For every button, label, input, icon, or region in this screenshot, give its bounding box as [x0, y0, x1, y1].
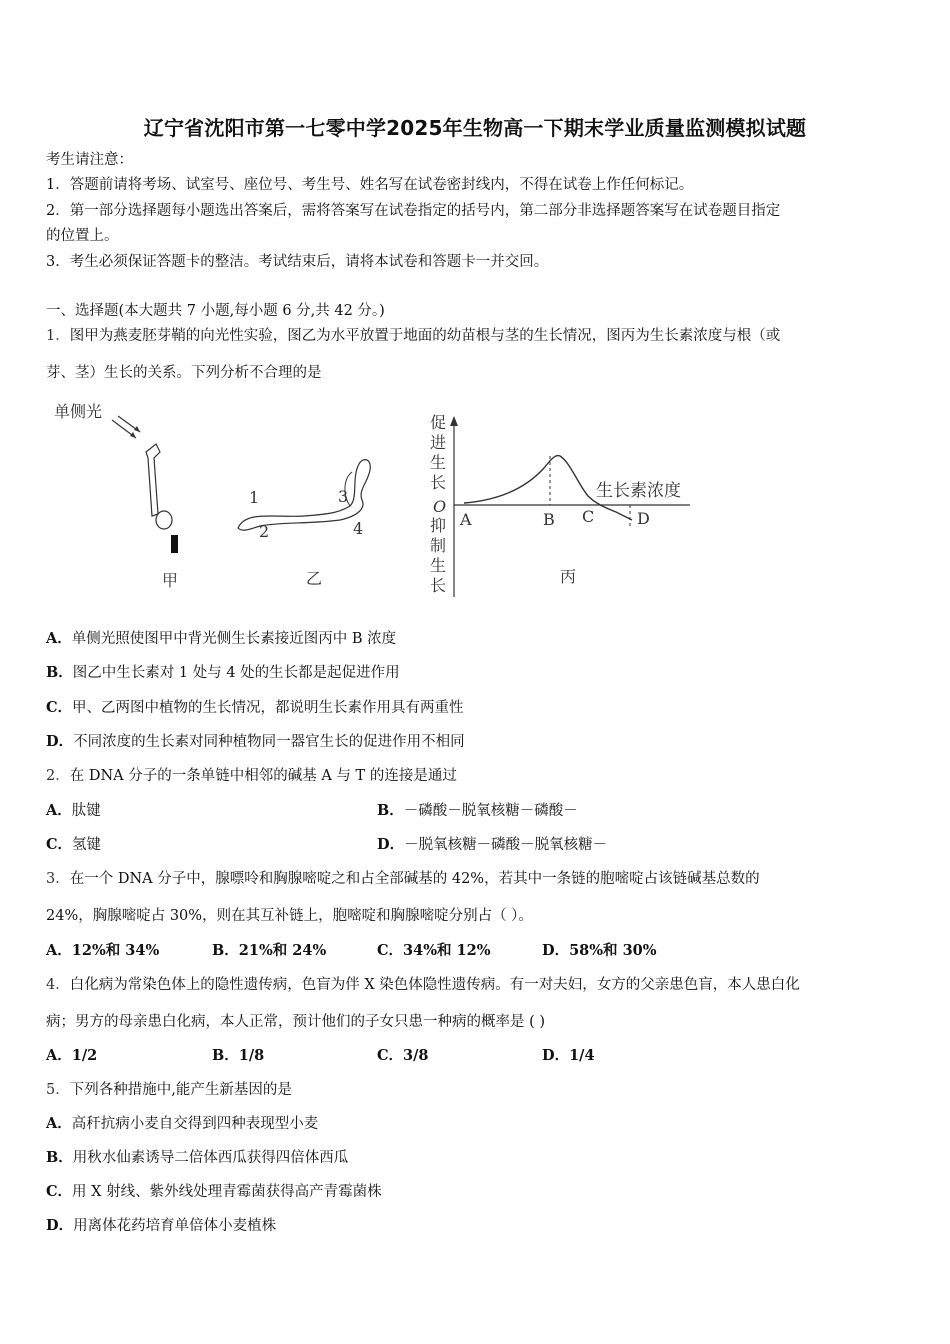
q2-option-b-text: －磷酸－脱氧核糖－磷酸－	[403, 803, 578, 819]
x-axis-label: 生长素浓度	[596, 481, 681, 501]
q3-option-a[interactable]	[46, 941, 159, 961]
q5-option-a[interactable]	[46, 1114, 318, 1134]
q4-option-b[interactable]	[212, 1046, 264, 1066]
bing-label: 丙	[560, 567, 577, 586]
q5-option-c[interactable]	[46, 1182, 382, 1202]
q5-option-d-text: 用离体花药培育单倍体小麦植株	[73, 1218, 277, 1234]
q1-number: 1．	[46, 328, 70, 344]
q1-option-c-key: C．	[46, 699, 73, 716]
q5-option-c-key: C．	[46, 1183, 73, 1200]
q1-option-d-key: D．	[46, 733, 74, 750]
section-heading: 一、选择题(本大题共 7 小题,每小题 6 分,共 42 分。)	[46, 303, 385, 319]
q4-option-a-key: A．	[46, 1047, 72, 1064]
x-point-b: B	[543, 510, 555, 529]
yi-point-2: 2	[259, 522, 270, 541]
yi-label: 乙	[306, 569, 323, 588]
q1-line2: 芽、茎）生长的关系。下列分析不合理的是	[46, 365, 322, 381]
figure-jia	[54, 402, 178, 590]
q3-option-c[interactable]	[377, 941, 491, 961]
origin-label: O	[433, 497, 447, 516]
q3-option-c-key: C．	[377, 942, 404, 959]
q3-option-a-text: 12%和 34%	[71, 942, 160, 959]
y-label-inhibit-4: 长	[430, 576, 447, 595]
y-label-promote-4: 长	[430, 473, 447, 492]
q2-option-b[interactable]	[377, 801, 578, 821]
q2-text: 在 DNA 分子的一条单链中相邻的碱基 A 与 T 的连接是通过	[69, 768, 457, 784]
y-label-promote-1: 促	[430, 413, 447, 432]
notice-item-2: 2．第一部分选择题每小题选出答案后，需将答案写在试卷指定的括号内，第二部分非选择题答案写在试卷题目指定	[46, 203, 781, 219]
x-point-d: D	[637, 509, 650, 528]
q3-option-b-key: B．	[212, 942, 239, 959]
q1-option-b[interactable]	[46, 663, 400, 683]
light-arrowhead-2	[134, 426, 140, 432]
q2-option-c[interactable]	[46, 835, 101, 855]
q1-figure	[40, 392, 720, 602]
q1-option-a-text: 单侧光照使图甲中背光侧生长素接近图丙中 B 浓度	[71, 631, 397, 647]
figure-bing	[430, 413, 690, 597]
notice-item-3: 3．考生必须保证答题卡的整洁。考试结束后，请将本试卷和答题卡一并交回。	[46, 254, 549, 270]
x-point-c: C	[582, 507, 595, 526]
q5-option-b[interactable]	[46, 1148, 348, 1168]
q4-option-c[interactable]	[377, 1046, 429, 1066]
q3-option-c-text: 34%和 12%	[403, 942, 491, 959]
q4-option-b-key: B．	[212, 1047, 239, 1064]
q2-option-d-text: －脱氧核糖－磷酸－脱氧核糖－	[404, 837, 608, 853]
q5-stem	[46, 1080, 292, 1100]
q1-line1	[46, 326, 780, 346]
exam-title: 辽宁省沈阳市第一七零中学2025年生物高一下期末学业质量监测模拟试题	[143, 116, 807, 140]
q4-text-1: 白化病为常染色体上的隐性遗传病，色盲为伴 X 染色体隐性遗传病。有一对夫妇，女方的父亲患色盲，本人患白化	[69, 977, 800, 993]
q2-option-a[interactable]	[46, 801, 101, 821]
q4-number: 4．	[46, 977, 70, 993]
q4-option-a-text: 1/2	[71, 1047, 98, 1064]
q1-text-1: 图甲为燕麦胚芽鞘的向光性实验，图乙为水平放置于地面的幼苗根与茎的生长情况，图丙为生长素浓度与根（或	[69, 328, 781, 344]
q2-option-a-text: 肽键	[71, 803, 101, 819]
q2-option-c-key: C．	[46, 836, 73, 853]
q1-option-a[interactable]	[46, 629, 396, 649]
q5-option-a-key: A．	[46, 1115, 72, 1132]
q4-option-c-text: 3/8	[403, 1047, 429, 1064]
q4-option-d-key: D．	[542, 1047, 570, 1064]
q3-text-1: 在一个 DNA 分子中，腺嘌呤和胸腺嘧啶之和占全部碱基的 42%，若其中一条链的胞嘧啶占该链碱基总数的	[69, 871, 760, 887]
q2-option-d[interactable]	[377, 835, 607, 855]
yi-point-3: 3	[338, 487, 349, 506]
q5-option-d-key: D．	[46, 1217, 74, 1234]
q5-option-d[interactable]	[46, 1216, 276, 1236]
q3-option-d[interactable]	[542, 941, 657, 961]
seed	[156, 511, 172, 529]
notice-item-2-cont: 的位置上。	[46, 228, 119, 244]
q4-option-a[interactable]	[46, 1046, 97, 1066]
q5-option-c-text: 用 X 射线、紫外线处理青霉菌获得高产青霉菌株	[72, 1184, 382, 1200]
seed-base	[171, 535, 178, 553]
q2-option-d-key: D．	[377, 836, 405, 853]
q5-option-b-text: 用秋水仙素诱导二倍体西瓜获得四倍体西瓜	[72, 1150, 349, 1166]
figure-yi	[238, 460, 370, 588]
yi-point-1: 1	[249, 488, 260, 507]
y-label-promote-3: 生	[430, 453, 447, 472]
q3-number: 3．	[46, 871, 70, 887]
q5-number: 5．	[46, 1082, 70, 1098]
y-axis-arrow	[450, 416, 458, 426]
q3-option-d-text: 58%和 30%	[569, 942, 657, 959]
q5-text: 下列各种措施中,能产生新基因的是	[69, 1082, 292, 1098]
q3-line1	[46, 869, 760, 889]
q2-option-b-key: B．	[377, 802, 404, 819]
y-label-promote-2: 进	[430, 433, 447, 452]
q3-option-d-key: D．	[542, 942, 570, 959]
x-point-a: A	[460, 510, 472, 529]
q1-option-b-text: 图乙中生长素对 1 处与 4 处的生长都是起促进作用	[72, 665, 400, 681]
q3-line2: 24%，胸腺嘧啶占 30%，则在其互补链上，胞嘧啶和胸腺嘧啶分别占（ ）。	[46, 908, 533, 924]
q5-option-a-text: 高秆抗病小麦自交得到四种表现型小麦	[71, 1116, 319, 1132]
light-arrowhead-1	[130, 432, 136, 438]
y-label-inhibit-2: 制	[430, 536, 447, 555]
single-side-light-label: 单侧光	[54, 402, 103, 421]
q1-option-d[interactable]	[46, 732, 465, 752]
q1-option-c[interactable]	[46, 698, 464, 718]
coleoptile	[146, 444, 160, 516]
jia-label: 甲	[162, 571, 179, 590]
q4-option-d-text: 1/4	[569, 1047, 595, 1064]
q4-option-b-text: 1/8	[238, 1047, 265, 1064]
notice-item-1: 1．答题前请将考场、试室号、座位号、考生号、姓名写在试卷密封线内，不得在试卷上作任何标记。	[46, 177, 694, 193]
q2-option-a-key: A．	[46, 802, 72, 819]
y-label-inhibit-3: 生	[430, 556, 447, 575]
q4-option-c-key: C．	[377, 1047, 404, 1064]
q4-line2: 病；男方的母亲患白化病，本人正常，预计他们的子女只患一种病的概率是 ( )	[46, 1014, 546, 1030]
y-label-inhibit-1: 抑	[430, 516, 447, 535]
q1-option-b-key: B．	[46, 664, 73, 681]
q4-option-d[interactable]	[542, 1046, 595, 1066]
notice-heading: 考生请注意：	[46, 152, 133, 168]
yi-point-4: 4	[353, 519, 364, 538]
q5-option-b-key: B．	[46, 1149, 73, 1166]
q2-number: 2．	[46, 768, 70, 784]
q2-option-c-text: 氢键	[72, 837, 102, 853]
q4-line1	[46, 975, 800, 995]
q2-stem	[46, 766, 457, 786]
q1-option-d-text: 不同浓度的生长素对同种植物同一器官生长的促进作用不相同	[73, 734, 465, 750]
q1-option-a-key: A．	[46, 630, 72, 647]
q1-option-c-text: 甲、乙两图中植物的生长情况，都说明生长素作用具有两重性	[72, 700, 464, 716]
q3-option-b[interactable]	[212, 941, 326, 961]
q3-option-b-text: 21%和 24%	[238, 942, 327, 959]
q3-option-a-key: A．	[46, 942, 72, 959]
